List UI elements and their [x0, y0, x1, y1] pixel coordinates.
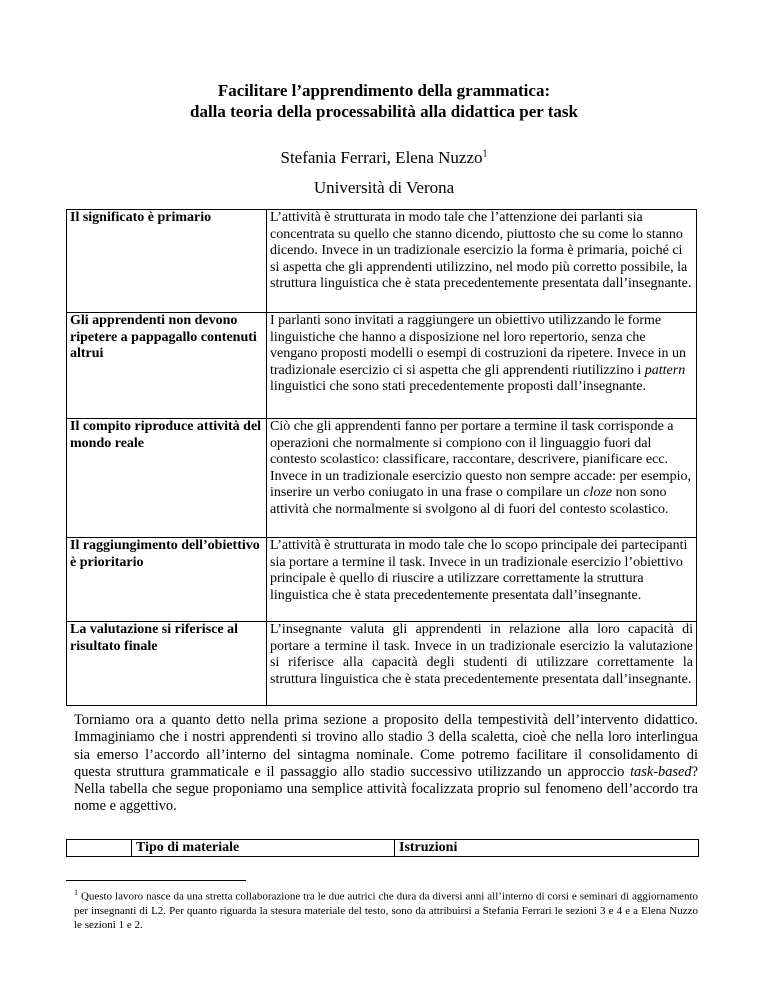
footnote-ref: 1 [482, 148, 488, 160]
title-line-2: dalla teoria della processabilità alla didattica per task [189, 102, 578, 121]
row-heading: Il raggiungimento dell’obiettivo è prioritario [67, 538, 267, 622]
table-row [67, 622, 697, 706]
table-row [67, 313, 697, 419]
row-text: I parlanti sono invitati a raggiungere un obiettivo utilizzando le forme linguistiche che hanno a disposizione nel loro repertorio, senza che vengano proposti modelli o esempi di costruzioni da ripetere. Invece in un tradizionale esercizio ci si aspetta che gli apprendenti riutilizzino i pattern linguistici che sono stati precedentemente proposti dall’insegnante. [267, 313, 697, 419]
body-paragraph: Torniamo ora a quanto detto nella prima sezione a proposito della tempestività dell’intervento didattico. Immaginiamo che i nostri apprendenti si trovino allo stadio 3 della scaletta, cioè che nella loro interlingua sia emerso l’accordo all’interno del sintagma nominale. Come potremo facilitare il consolidamento di questa struttura grammaticale e il passaggio allo stadio successivo utilizzando un approccio task-based? Nella tabella che segue proponiamo una semplice attività focalizzata proprio sul fenomeno dell’accordo tra nome e aggettivo. [74, 712, 698, 815]
title-line-1: Facilitare l’apprendimento della grammatica: [217, 81, 551, 100]
table-header-cell: Istruzioni [395, 840, 699, 857]
footnote-separator [66, 880, 246, 881]
row-heading: La valutazione si riferisce al risultato finale [67, 622, 267, 706]
affiliation: Università di Verona [313, 178, 455, 197]
footnote-mark: 1 [74, 888, 78, 897]
footnote [74, 886, 698, 932]
row-text: L’insegnante valuta gli apprendenti in relazione alla loro capacità di portare a termine il task. Invece in un tradizionale esercizio la valutazione si riferisce alla capacità degli studenti di utilizzare correttamente la struttura linguistica che è stata precedentemente presentata dall’insegnante. [267, 622, 697, 706]
italic-term: task-based [630, 763, 692, 780]
table-row [67, 538, 697, 622]
row-text: L’attività è strutturata in modo tale che lo scopo principale dei partecipanti sia portare a termine il task. Invece in un tradizionale esercizio l’obiettivo principale è quello di riuscire a utilizzare correttamente la struttura linguistica che è stata precedentemente presentata dall’insegnante. [267, 538, 697, 622]
row-text: L’attività è strutturata in modo tale che l’attenzione dei parlanti sia concentrata su quello che stanno dicendo, piuttosto che su come lo stanno dicendo. Invece in un tradizionale esercizio la forma è primaria, poiché ci si aspetta che gli apprendenti utilizzino, nel modo più corretto possibile, la struttura linguistica che è stata precedentemente presentata dall’insegnante. [267, 210, 697, 313]
table-row [67, 840, 699, 857]
row-heading: Il significato è primario [67, 210, 267, 313]
row-text: Ciò che gli apprendenti fanno per portare a termine il task corrisponde a operazioni che normalmente si compiono con il linguaggio fuori dal contesto scolastico: classificare, raccontare, descrivere, pianificare ecc. Invece in un tradizionale esercizio questo non sempre accade: per esempio, inserire un verbo coniugato in una frase o compilare un cloze non sono attività che normalmente si svolgono al di fuori del contesto scolastico. [267, 419, 697, 538]
table-row [67, 419, 697, 538]
italic-term: pattern [644, 362, 686, 378]
footnote-text: Questo lavoro nasce da una stretta collaborazione tra le due autrici che dura da diversi anni all’interno di corsi e seminari di aggiornamento per insegnanti di L2. Per quanto riguarda la stesura materiale del testo, sono da attribuirsi a Stefania Ferrari le sezioni 3 e 4 e a Elena Nuzzo le sezioni 1 e 2. [74, 890, 698, 931]
row-heading: Gli apprendenti non devono ripetere a pappagallo contenuti altrui [67, 313, 267, 419]
table-header-cell [67, 840, 132, 857]
comparison-table [66, 209, 697, 706]
activity-table-header [66, 839, 699, 857]
document-title [0, 80, 768, 122]
italic-term: cloze [583, 485, 613, 501]
table-row [67, 210, 697, 313]
table-header-cell: Tipo di materiale [132, 840, 395, 857]
authors-names: Stefania Ferrari, Elena Nuzzo [280, 148, 483, 167]
authors [0, 148, 768, 168]
row-heading: Il compito riproduce attività del mondo reale [67, 419, 267, 538]
